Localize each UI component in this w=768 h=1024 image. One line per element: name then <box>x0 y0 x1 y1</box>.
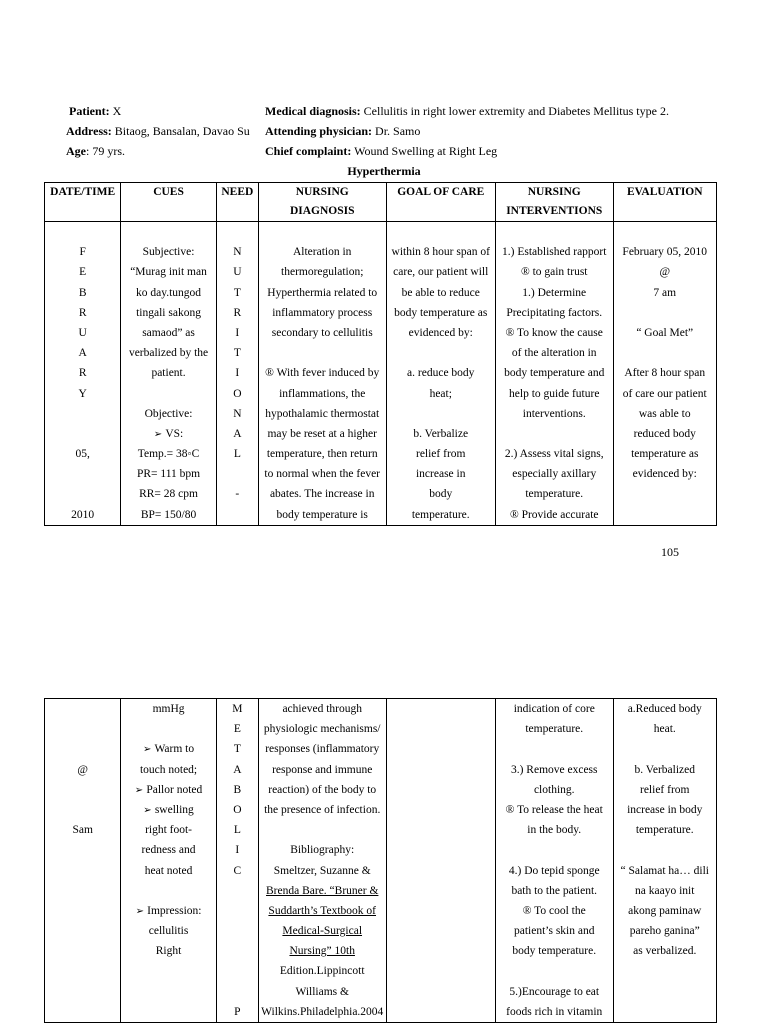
cell-line: ko day.tungod <box>136 286 202 299</box>
cell-line <box>389 982 493 1002</box>
cell-line: to normal when the fever <box>264 468 381 481</box>
cell-line: hypothalamic thermostat <box>265 407 380 420</box>
cell-line <box>498 222 611 242</box>
cell-line: ➢ Warm to <box>123 739 213 759</box>
cell-line: E <box>233 723 241 736</box>
cell-line: 4.) Do tepid sponge <box>508 864 600 877</box>
cell-line <box>498 739 611 759</box>
cell-line: the presence of infection. <box>264 803 381 816</box>
complaint-label: Chief complaint: <box>265 144 352 158</box>
cell-line: body temperature is <box>276 508 368 521</box>
cell-line: A <box>233 427 242 440</box>
cell-line: foods rich in vitamin <box>506 1005 603 1018</box>
cell-line <box>47 739 118 759</box>
cell-line <box>47 941 118 961</box>
cues-cell <box>121 699 216 1023</box>
cell-line: Medical-Surgical <box>282 925 363 938</box>
cell-line: O <box>233 803 242 816</box>
cell-line: 7 am <box>653 286 677 299</box>
cell-line <box>389 404 493 424</box>
cell-line: thermoregulation; <box>281 266 364 279</box>
cell-line: a. reduce body <box>407 367 475 380</box>
cell-line: 3.) Remove excess <box>510 763 598 776</box>
date-cell <box>45 222 121 526</box>
cell-line <box>47 780 118 800</box>
cell-line: reduced body <box>633 427 696 440</box>
cell-line <box>47 961 118 981</box>
cell-line: ® To know the cause <box>505 326 603 339</box>
cell-line <box>47 901 118 921</box>
cell-line <box>261 820 384 840</box>
address-line <box>66 124 250 138</box>
cell-line: samaod” as <box>142 326 195 339</box>
cell-line: After 8 hour span <box>624 367 706 380</box>
cell-line: response and immune <box>272 763 373 776</box>
cell-line: Nursing” 10th <box>289 945 355 958</box>
header-goal: GOAL OF CARE <box>386 183 495 222</box>
cell-line <box>389 820 493 840</box>
cell-line: b. Verbalize <box>413 427 469 440</box>
cell-line: body temperature and <box>504 367 605 380</box>
evaluation-cell <box>613 699 717 1023</box>
cell-line: increase in body <box>627 803 703 816</box>
cell-line <box>47 881 118 901</box>
cell-line <box>47 424 118 444</box>
patient-label: Patient: <box>69 104 110 118</box>
cell-line <box>389 222 493 242</box>
cell-line <box>219 921 256 941</box>
address-value: Bitaog, Bansalan, Davao Su <box>114 124 250 138</box>
cell-line: of care our patient <box>622 387 707 400</box>
patient-line <box>69 104 121 118</box>
page-2 <box>0 690 768 1024</box>
cell-line: R <box>78 306 87 319</box>
table-row <box>45 699 717 1023</box>
cell-line: A <box>78 347 87 360</box>
header-interventions <box>495 183 613 222</box>
cell-line <box>47 921 118 941</box>
cell-line <box>123 881 213 901</box>
cell-line: interventions. <box>522 407 586 420</box>
date-cell <box>45 699 121 1023</box>
physician-value: Dr. Samo <box>375 124 421 138</box>
cell-line: 5.)Encourage to eat <box>509 985 600 998</box>
cell-line <box>498 961 611 981</box>
cell-line: verbalized by the <box>128 347 209 360</box>
cell-line <box>219 961 256 981</box>
cell-line <box>47 719 118 739</box>
cell-line <box>47 699 118 719</box>
need-cell <box>216 222 258 526</box>
cell-line: Williams & <box>295 985 349 998</box>
diagnosis-line <box>265 104 669 118</box>
cell-line <box>47 840 118 860</box>
header-diagnosis <box>258 183 386 222</box>
cell-line <box>389 800 493 820</box>
age-label: Age <box>66 144 86 158</box>
cell-line: ® Provide accurate <box>509 508 599 521</box>
cell-line: help to guide future <box>509 387 600 400</box>
cell-line <box>47 404 118 424</box>
header-diagnosis-line2: DIAGNOSIS <box>289 205 355 217</box>
cell-line: reaction) of the body to <box>268 783 377 796</box>
cell-line: Alteration in <box>292 246 352 259</box>
cell-line: evidenced by: <box>632 468 697 481</box>
cell-line <box>389 861 493 881</box>
cell-line: clothing. <box>533 783 575 796</box>
table-row <box>45 222 717 526</box>
cell-line: within 8 hour span of <box>391 246 490 259</box>
cell-line: R <box>233 306 242 319</box>
cell-line: 05, <box>75 448 90 461</box>
diagnosis-cell <box>258 699 386 1023</box>
cell-line <box>47 982 118 1002</box>
cell-line: temperature. <box>635 824 694 837</box>
cell-line: Smeltzer, Suzanne & <box>273 864 371 877</box>
cell-line: I <box>235 367 240 380</box>
address-label: Address: <box>66 124 112 138</box>
cell-line: Wilkins.Philadelphia.2004 <box>261 1005 384 1018</box>
cell-line <box>123 222 213 242</box>
cell-line <box>616 1002 715 1022</box>
cell-line <box>219 222 256 242</box>
cell-line: 2.) Assess vital signs, <box>504 448 604 461</box>
cell-line: ➢ swelling <box>123 800 213 820</box>
cell-line <box>389 1002 493 1022</box>
cell-line: redness and <box>141 844 196 857</box>
cell-line: responses (inflammatory <box>265 743 380 756</box>
cell-line: temperature, then return <box>266 448 378 461</box>
cell-line: right foot- <box>145 824 193 837</box>
cell-line: na kaayo init <box>635 884 695 897</box>
cell-line: patient’s skin and <box>513 925 595 938</box>
cell-line: relief from <box>640 783 690 796</box>
cell-line: akong paminaw <box>628 904 702 917</box>
cell-line: ➢ Pallor noted <box>123 780 213 800</box>
cell-line: RR= 28 cpm <box>139 488 198 501</box>
cell-line: temperature. <box>525 723 584 736</box>
cell-line <box>616 505 715 525</box>
cell-line: evidenced by: <box>408 326 473 339</box>
cell-line: L <box>233 448 241 461</box>
cell-line: tingali sakong <box>136 306 201 319</box>
cell-line <box>498 840 611 860</box>
header-evaluation: EVALUATION <box>613 183 717 222</box>
cell-line: @ <box>77 763 88 776</box>
cell-line: BP= 150/80 <box>140 508 197 521</box>
cell-line <box>389 719 493 739</box>
cell-line <box>616 961 715 981</box>
cell-line: “ Goal Met” <box>636 326 694 339</box>
cell-line <box>123 384 213 404</box>
cell-line: F <box>79 246 86 259</box>
cues-cell <box>121 222 216 526</box>
cell-line: a.Reduced body <box>627 703 702 715</box>
cell-line: ➢ Impression: <box>123 901 213 921</box>
cell-line: inflammatory process <box>272 306 373 319</box>
cell-line: indication of core <box>513 703 595 715</box>
table-header-row <box>45 183 717 222</box>
cell-line: Objective: <box>144 407 193 420</box>
cell-line: B <box>78 286 87 299</box>
cell-line: “ Salamat ha… dili <box>620 864 709 877</box>
cell-line: 1.) Determine <box>522 286 587 299</box>
cell-line: body <box>429 488 453 501</box>
cell-line: Sam <box>72 824 93 837</box>
cell-line: care, our patient will <box>393 266 489 279</box>
cell-line: patient. <box>151 367 186 380</box>
cell-line: body temperature. <box>512 945 597 958</box>
cell-line: L <box>233 824 241 837</box>
diagnosis-label: Medical diagnosis: <box>265 104 361 118</box>
cell-line <box>47 1002 118 1022</box>
cell-line <box>616 982 715 1002</box>
cell-line <box>389 961 493 981</box>
cell-line <box>389 941 493 961</box>
cell-line: cellulitis <box>148 925 189 938</box>
cell-line: was able to <box>638 407 691 420</box>
cell-line <box>616 343 715 363</box>
cell-line <box>389 840 493 860</box>
cell-line: Y <box>78 387 87 400</box>
header-need: NEED <box>216 183 258 222</box>
cell-line: heat; <box>429 387 452 400</box>
cell-line: in the body. <box>527 824 582 837</box>
cell-line: I <box>235 326 240 339</box>
cell-line: T <box>233 286 241 299</box>
cell-line: E <box>79 266 87 279</box>
cell-line: bath to the patient. <box>511 884 598 897</box>
cell-line: secondary to cellulitis <box>271 326 373 339</box>
cell-line <box>219 505 256 525</box>
cell-line: R <box>78 367 87 380</box>
cell-line: abates. The increase in <box>269 488 375 501</box>
cell-line <box>389 881 493 901</box>
cell-line: N <box>233 246 242 259</box>
cell-line: inflammations, the <box>279 387 366 400</box>
page-number: 105 <box>661 545 679 559</box>
cell-line: touch noted; <box>139 763 198 776</box>
cell-line: temperature. <box>411 508 470 521</box>
cell-line: heat noted <box>144 864 193 877</box>
cell-line: M <box>232 703 243 715</box>
cell-line <box>261 222 384 242</box>
age-value: : 79 yrs. <box>86 144 125 158</box>
cell-line: Edition.Lippincott <box>279 965 365 978</box>
interventions-cell <box>495 699 613 1023</box>
cell-line: N <box>233 407 242 420</box>
cell-line: physiologic mechanisms/ <box>263 723 381 736</box>
cell-line: mmHg <box>152 703 185 715</box>
cell-line <box>389 901 493 921</box>
cell-line: I <box>235 844 240 857</box>
interventions-cell <box>495 222 613 526</box>
cell-line <box>616 484 715 504</box>
cell-line <box>261 343 384 363</box>
cell-line <box>219 941 256 961</box>
cell-line: b. Verbalized <box>634 763 695 776</box>
cell-line: - <box>235 488 240 501</box>
cell-line <box>616 840 715 860</box>
cell-line: Temp.= 38◦C <box>137 448 200 461</box>
care-plan-table-page-1 <box>44 182 717 526</box>
cell-line <box>47 464 118 484</box>
care-plan-table-page-2 <box>44 698 717 1023</box>
cell-line: Precipitating factors. <box>506 306 603 319</box>
diagnosis-title: Hyperthermia <box>347 164 421 178</box>
cell-line <box>123 1002 213 1022</box>
cell-line: Suddarth’s Textbook of <box>268 904 377 917</box>
cell-line <box>123 719 213 739</box>
cell-line: Bibliography: <box>290 844 355 857</box>
cell-line <box>389 699 493 719</box>
cell-line: body temperature as <box>394 306 488 319</box>
cell-line <box>389 739 493 759</box>
cell-line <box>123 982 213 1002</box>
header-cues: CUES <box>121 183 216 222</box>
cell-line: be able to reduce <box>401 286 480 299</box>
cell-line: 1.) Established rapport <box>502 246 607 259</box>
cell-line <box>47 484 118 504</box>
cell-line: Subjective: <box>142 246 195 259</box>
cell-line: temperature. <box>525 488 584 501</box>
cell-line: temperature as <box>631 448 699 461</box>
cell-line: heat. <box>653 723 676 736</box>
cell-line: ® To release the heat <box>505 803 603 816</box>
need-cell <box>216 699 258 1023</box>
cell-line <box>389 921 493 941</box>
cell-line: Right <box>155 945 182 958</box>
complaint-line <box>265 144 497 158</box>
header-interventions-line1: NURSING <box>527 186 581 198</box>
cell-line <box>219 901 256 921</box>
cell-line <box>616 222 715 242</box>
cell-line: ➢ VS: <box>123 424 213 444</box>
cell-line: U <box>233 266 242 279</box>
diagnosis-cell <box>258 222 386 526</box>
cell-line: as verbalized. <box>633 945 697 958</box>
diagnosis-value: Cellulitis in right lower extremity and Diabetes Mellitus type 2. <box>363 104 669 118</box>
cell-line <box>47 222 118 242</box>
cell-line: ® With fever induced by <box>265 367 380 380</box>
header-diagnosis-line1: NURSING <box>295 186 349 198</box>
cell-line: ® To cool the <box>522 904 586 917</box>
cell-line: @ <box>659 266 671 279</box>
cell-line <box>219 881 256 901</box>
cell-line: A <box>233 763 242 776</box>
age-line <box>66 144 125 158</box>
cell-line <box>47 800 118 820</box>
cell-line: O <box>233 387 242 400</box>
cell-line <box>616 739 715 759</box>
patient-value: X <box>112 104 122 118</box>
cell-line: B <box>233 783 242 796</box>
goal-cell <box>386 222 495 526</box>
cell-line: T <box>233 347 241 360</box>
cell-line <box>219 982 256 1002</box>
goal-cell <box>386 699 495 1023</box>
cell-line: C <box>233 864 242 877</box>
cell-line: Hyperthermia related to <box>267 286 378 299</box>
cell-line <box>123 961 213 981</box>
cell-line: especially axillary <box>512 468 597 481</box>
physician-label: Attending physician: <box>265 124 373 138</box>
cell-line: pareho ganina” <box>629 925 700 938</box>
cell-line <box>389 343 493 363</box>
cell-line: P <box>234 1005 241 1018</box>
cell-line: T <box>233 743 241 756</box>
cell-line: Brenda Bare. “Bruner & <box>266 884 379 897</box>
physician-line <box>265 124 420 138</box>
cell-line <box>219 464 256 484</box>
cell-line <box>616 303 715 323</box>
evaluation-cell <box>613 222 717 526</box>
header-interventions-line2: INTERVENTIONS <box>506 205 603 217</box>
cell-line: of the alteration in <box>511 347 597 360</box>
cell-line: may be reset at a higher <box>267 427 377 440</box>
header-date: DATE/TIME <box>45 183 121 222</box>
complaint-value: Wound Swelling at Right Leg <box>354 144 498 158</box>
cell-line: ® to gain trust <box>520 266 588 279</box>
cell-line: increase in <box>415 468 466 481</box>
cell-line: February 05, 2010 <box>622 246 708 259</box>
cell-line: PR= 111 bpm <box>136 468 201 481</box>
cell-line: U <box>78 326 87 339</box>
cell-line <box>389 760 493 780</box>
cell-line: achieved through <box>282 703 362 715</box>
cell-line: 2010 <box>71 508 95 521</box>
cell-line <box>498 424 611 444</box>
cell-line <box>389 780 493 800</box>
cell-line: “Murag init man <box>130 266 207 279</box>
cell-line: relief from <box>415 448 466 461</box>
cell-line <box>47 861 118 881</box>
